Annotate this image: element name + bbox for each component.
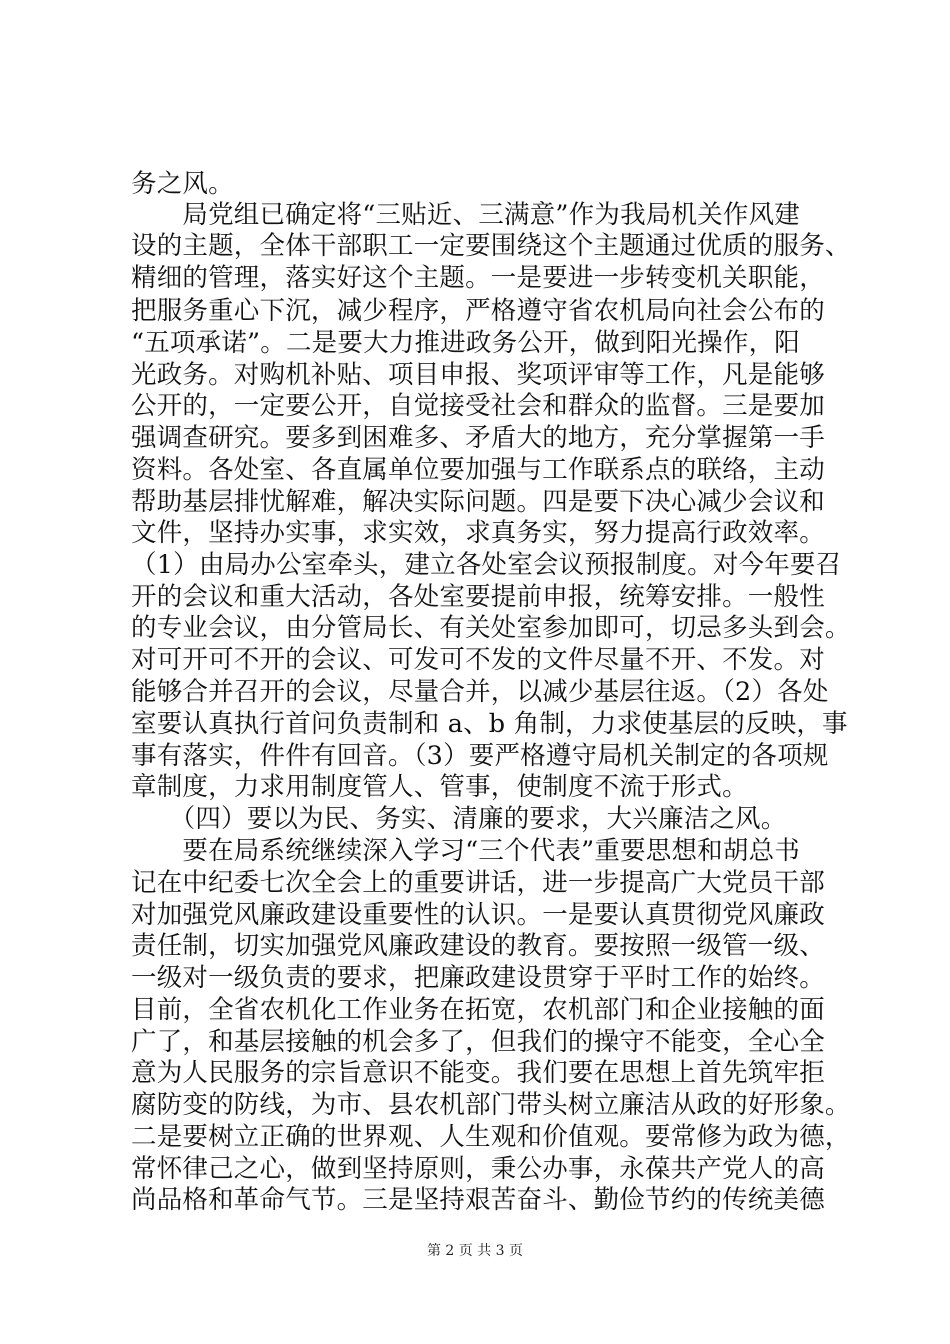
text-line: 对加强党风廉政建设重要性的认识。一是要认真贯彻党风廉政 xyxy=(131,900,825,930)
text-line: 设的主题，全体干部职工一定要围绕这个主题通过优质的服务、 xyxy=(131,231,851,261)
text-line: 务之风。 xyxy=(131,169,234,199)
text-line: 帮助基层排忧解难，解决实际问题。四是要下决心减少会议和 xyxy=(131,487,825,517)
text-line: （1）由局办公室牵头，建立各处室会议预报制度。对今年要召 xyxy=(131,550,842,580)
text-line: 公开的，一定要公开，自觉接受社会和群众的监督。三是要加 xyxy=(131,391,825,421)
text-line: 事有落实，件件有回音。（3）要严格遵守局机关制定的各项规 xyxy=(131,741,829,771)
text-line: “五项承诺”。二是要大力推进政务公开，做到阳光操作，阳 xyxy=(131,328,800,358)
text-line: 室要认真执行首问负责制和 a、b 角制，力求使基层的反映，事 xyxy=(131,709,848,739)
text-line: 尚品格和革命气节。三是坚持艰苦奋斗、勤俭节约的传统美德 xyxy=(131,1185,825,1215)
text-line: 强调查研究。要多到困难多、矛盾大的地方，充分掌握第一手 xyxy=(131,423,825,453)
text-line: 光政务。对购机补贴、项目申报、奖项评审等工作，凡是能够 xyxy=(131,360,825,390)
text-line: 开的会议和重大活动，各处室要提前申报，统筹安排。一般性 xyxy=(131,582,825,612)
text-line: 资料。各处室、各直属单位要加强与工作联系点的联络，主动 xyxy=(131,455,825,485)
text-line: 常怀律己之心，做到坚持原则，秉公办事，永葆共产党人的高 xyxy=(131,1154,825,1184)
text-line: 文件，坚持办实事，求实效，求真务实，努力提高行政效率。 xyxy=(131,518,825,548)
text-line: 要在局系统继续深入学习“三个代表”重要思想和胡总书 xyxy=(131,836,800,866)
text-line: （四）要以为民、务实、清廉的要求，大兴廉洁之风。 xyxy=(131,804,787,834)
text-line: 精细的管理，落实好这个主题。一是要进一步转变机关职能， xyxy=(131,263,825,293)
text-line: 意为人民服务的宗旨意识不能变。我们要在思想上首先筑牢拒 xyxy=(131,1058,825,1088)
text-line: 的专业会议，由分管局长、有关处室参加即可，切忌多头到会。 xyxy=(131,613,851,643)
text-line: 章制度，力求用制度管人、管事，使制度不流于形式。 xyxy=(131,772,748,802)
text-line: 一级对一级负责的要求，把廉政建设贯穿于平时工作的始终。 xyxy=(131,963,825,993)
text-line: 目前，全省农机化工作业务在拓宽，农机部门和企业接触的面 xyxy=(131,995,825,1025)
page-footer: 第 2 页 共 3 页 xyxy=(426,1243,524,1259)
text-line: 局党组已确定将“三贴近、三满意”作为我局机关作风建 xyxy=(131,200,800,230)
text-line: 责任制，切实加强党风廉政建设的教育。要按照一级管一级、 xyxy=(131,931,825,961)
text-line: 把服务重心下沉，减少程序，严格遵守省农机局向社会公布的 xyxy=(131,296,825,326)
text-line: 二是要树立正确的世界观、人生观和价值观。要常修为政为德， xyxy=(131,1122,851,1152)
text-line: 记在中纪委七次全会上的重要讲话，进一步提高广大党员干部 xyxy=(131,868,825,898)
text-line: 能够合并召开的会议，尽量合并，以减少基层往返。（2）各处 xyxy=(131,677,829,707)
text-line: 对可开可不开的会议、可发可不发的文件尽量不开、不发。对 xyxy=(131,645,825,675)
text-line: 广了，和基层接触的机会多了，但我们的操守不能变，全心全 xyxy=(131,1027,825,1057)
text-line: 腐防变的防线，为市、县农机部门带头树立廉洁从政的好形象。 xyxy=(131,1090,851,1120)
